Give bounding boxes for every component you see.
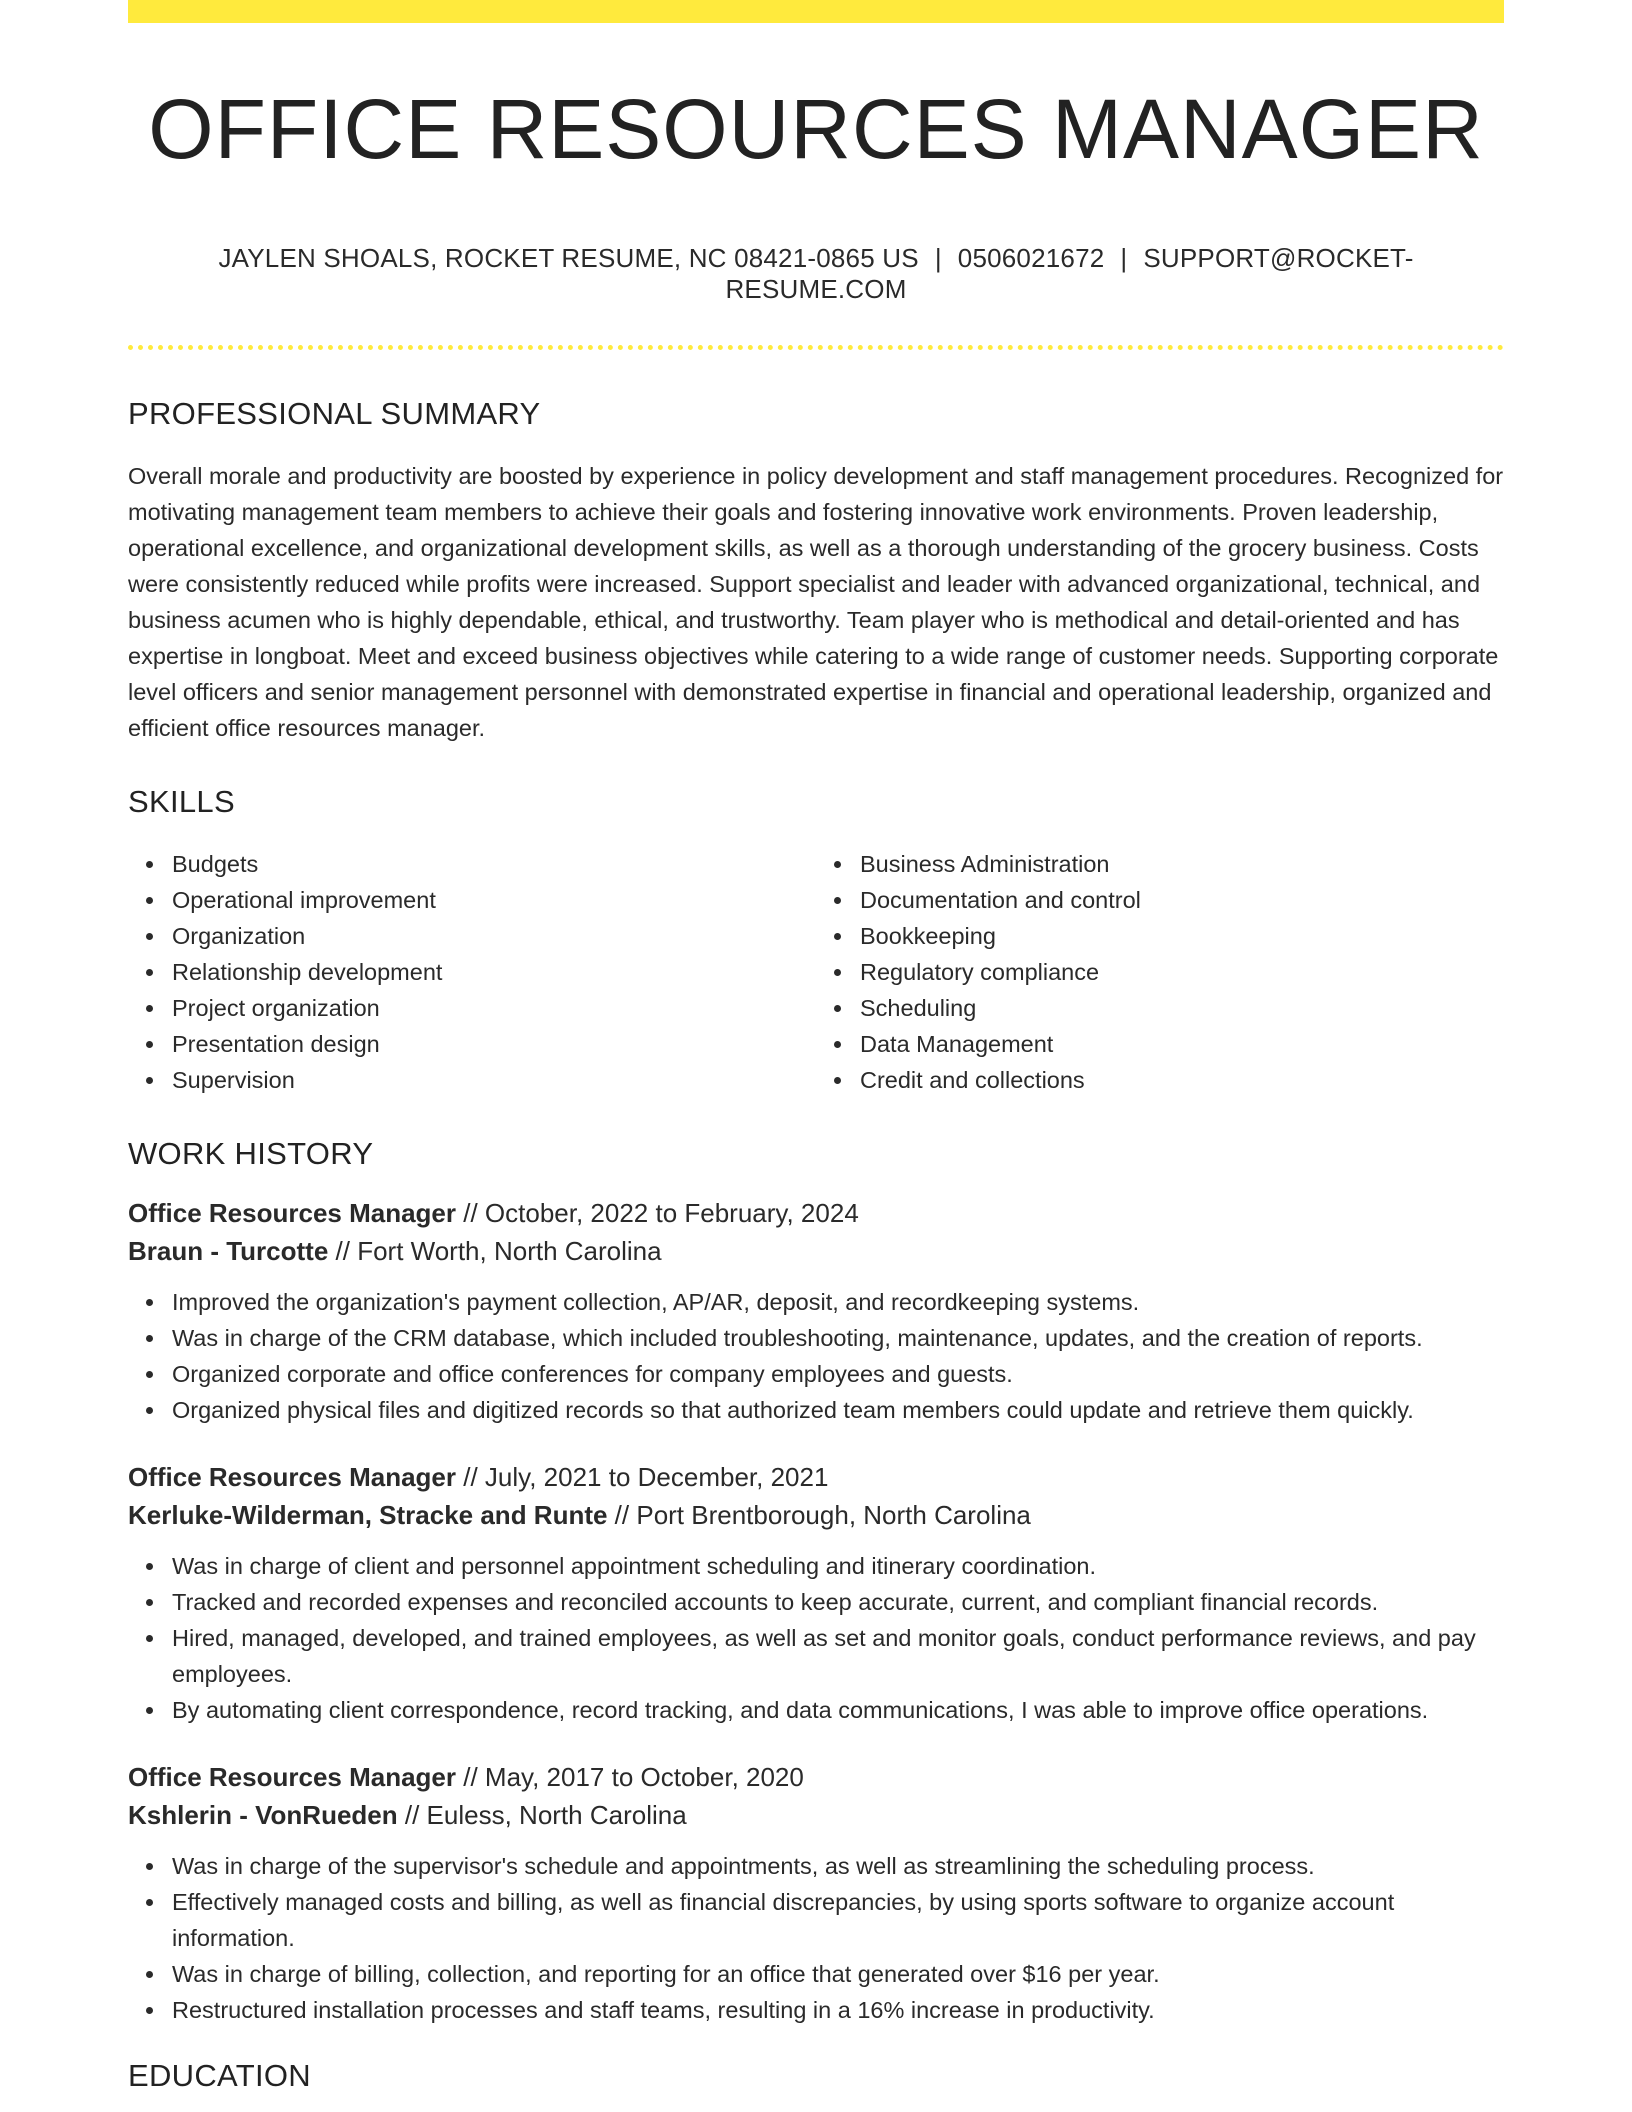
skill-item: Project organization: [172, 990, 816, 1026]
job-bullet: Tracked and recorded expenses and reconciled accounts to keep accurate, current, and compliant financial records.: [172, 1584, 1504, 1620]
dotted-divider: [128, 345, 1504, 350]
job-bullet: Was in charge of the CRM database, which included troubleshooting, maintenance, updates, and the creation of reports.: [172, 1320, 1504, 1356]
job-location: // Euless, North Carolina: [397, 1800, 687, 1830]
job-role-line: [128, 1758, 1504, 1796]
job-company-line: [128, 1796, 1504, 1834]
job-entry: [128, 1194, 1504, 1428]
job-location: // Fort Worth, North Carolina: [328, 1236, 662, 1266]
skills-right-column: [816, 846, 1504, 1098]
job-company: Kerluke-Wilderman, Stracke and Runte: [128, 1500, 608, 1530]
education-heading: EDUCATION: [128, 2058, 311, 2093]
resume-title: OFFICE RESOURCES MANAGER: [148, 82, 1484, 176]
job-bullets: [128, 1284, 1504, 1428]
contact-address: JAYLEN SHOALS, ROCKET RESUME, NC 08421-0865 US: [218, 243, 919, 273]
job-role-line: [128, 1458, 1504, 1496]
job-entry: [128, 1758, 1504, 2028]
job-company-line: [128, 1496, 1504, 1534]
contact-separator: |: [1120, 243, 1128, 273]
contact-phone: 0506021672: [957, 243, 1105, 273]
job-bullet: Was in charge of client and personnel appointment scheduling and itinerary coordination.: [172, 1548, 1504, 1584]
summary-heading: PROFESSIONAL SUMMARY: [128, 396, 541, 431]
job-role-line: [128, 1194, 1504, 1232]
skills-left-column: [128, 846, 816, 1098]
job-dates: // May, 2017 to October, 2020: [456, 1762, 804, 1792]
summary-text: Overall morale and productivity are boosted by experience in policy development and staff management procedures. Recognized for motivating management team members to achieve their goals and fostering innovative work environments. Proven leadership, operational excellence, and organizational development skills, as well as a thorough understanding of the grocery business. Costs were consistently reduced while profits were increased. Support specialist and leader with advanced organizational, technical, and business acumen who is highly dependable, ethical, and trustworthy. Team player who is methodical and detail-oriented and has expertise in longboat. Meet and exceed business objectives while catering to a wide range of customer needs. Supporting corporate level officers and senior management personnel with demonstrated expertise in financial and operational leadership, organized and efficient office resources manager.: [128, 463, 1504, 741]
skill-item: Relationship development: [172, 954, 816, 990]
contact-separator: |: [934, 243, 942, 273]
skill-item: Bookkeeping: [860, 918, 1504, 954]
job-bullet: Organized physical files and digitized records so that authorized team members could update and retrieve them quickly.: [172, 1392, 1504, 1428]
job-bullets: [128, 1548, 1504, 1728]
job-role: Office Resources Manager: [128, 1198, 457, 1228]
skill-item: Operational improvement: [172, 882, 816, 918]
skills-grid: [128, 846, 1504, 1098]
job-role: Office Resources Manager: [128, 1462, 457, 1492]
skill-item: Scheduling: [860, 990, 1504, 1026]
job-bullet: By automating client correspondence, record tracking, and data communications, I was able to improve office operations.: [172, 1692, 1504, 1728]
skill-item: Data Management: [860, 1026, 1504, 1062]
skill-item: Documentation and control: [860, 882, 1504, 918]
job-entry: [128, 1458, 1504, 1728]
skill-item: Regulatory compliance: [860, 954, 1504, 990]
job-bullet: Hired, managed, developed, and trained employees, as well as set and monitor goals, conduct performance reviews, and pay employees.: [172, 1620, 1504, 1692]
job-company: Kshlerin - VonRueden: [128, 1800, 398, 1830]
contact-email: SUPPORT@ROCKET-RESUME.COM: [725, 243, 1414, 304]
job-location: // Port Brentborough, North Carolina: [607, 1500, 1031, 1530]
job-bullet: Organized corporate and office conferences for company employees and guests.: [172, 1356, 1504, 1392]
job-bullet: Was in charge of the supervisor's schedule and appointments, as well as streamlining the scheduling process.: [172, 1848, 1504, 1884]
job-role: Office Resources Manager: [128, 1762, 457, 1792]
skill-item: Business Administration: [860, 846, 1504, 882]
job-bullet: Was in charge of billing, collection, and reporting for an office that generated over $16 per year.: [172, 1956, 1504, 1992]
job-company-line: [128, 1232, 1504, 1270]
skill-item: Organization: [172, 918, 816, 954]
skill-item: Credit and collections: [860, 1062, 1504, 1098]
job-company: Braun - Turcotte: [128, 1236, 329, 1266]
contact-line: [128, 243, 1504, 305]
skill-item: Presentation design: [172, 1026, 816, 1062]
skill-item: Supervision: [172, 1062, 816, 1098]
job-dates: // July, 2021 to December, 2021: [456, 1462, 829, 1492]
job-bullet: Restructured installation processes and staff teams, resulting in a 16% increase in productivity.: [172, 1992, 1504, 2028]
skills-heading: SKILLS: [128, 784, 235, 819]
job-bullets: [128, 1848, 1504, 2028]
resume-page: [128, 0, 1504, 2094]
job-dates: // October, 2022 to February, 2024: [456, 1198, 859, 1228]
skill-item: Budgets: [172, 846, 816, 882]
job-bullet: Improved the organization's payment collection, AP/AR, deposit, and recordkeeping systems.: [172, 1284, 1504, 1320]
top-accent-bar: [128, 0, 1504, 23]
job-bullet: Effectively managed costs and billing, as well as financial discrepancies, by using sports software to organize account information.: [172, 1884, 1504, 1956]
work-history-heading: WORK HISTORY: [128, 1136, 374, 1171]
